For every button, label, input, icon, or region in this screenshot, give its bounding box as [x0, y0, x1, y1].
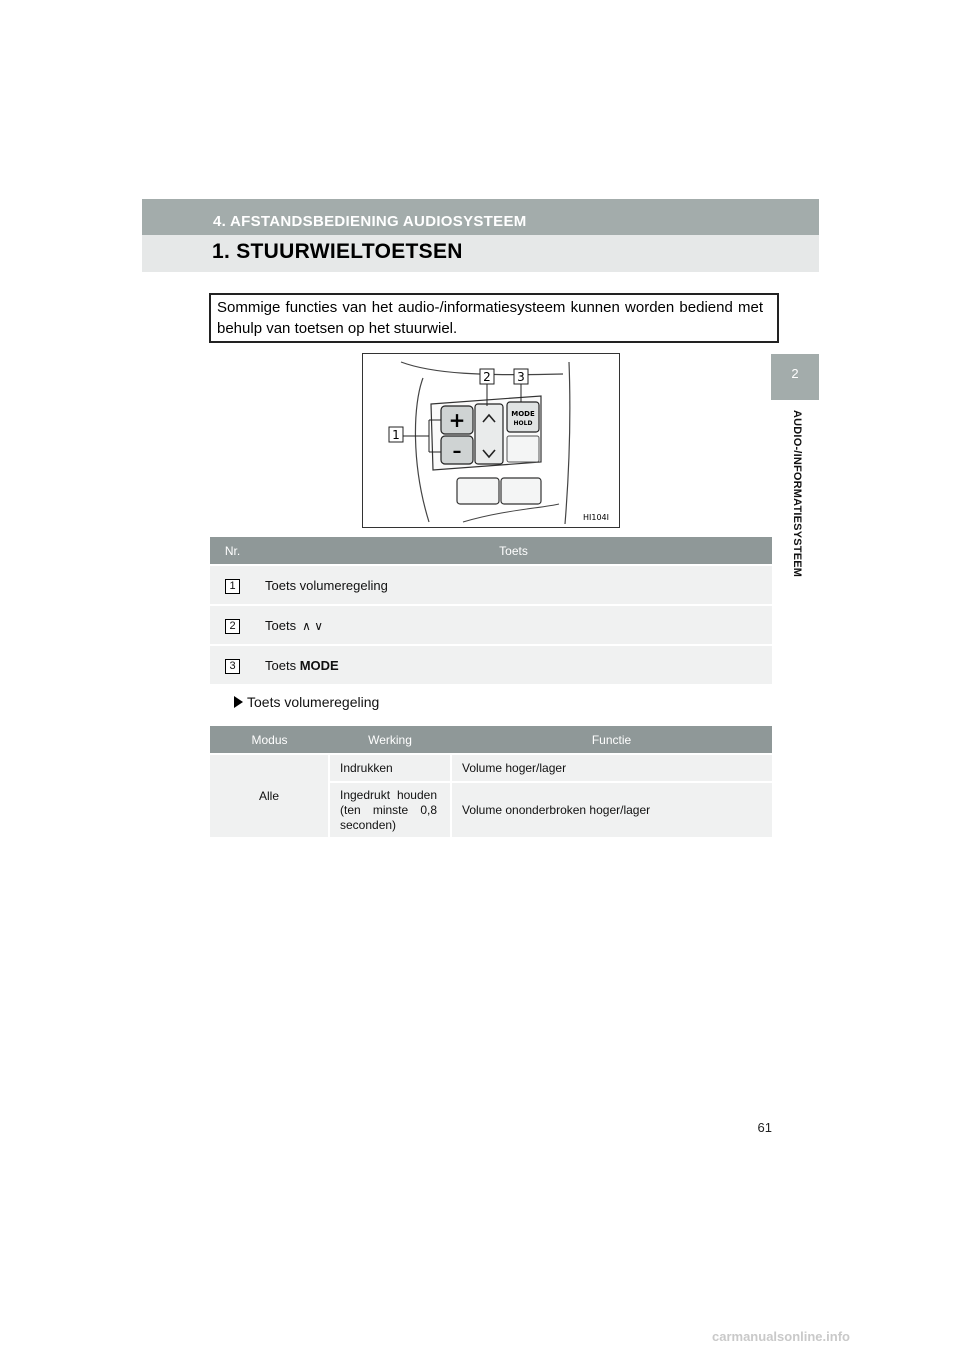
col-functie: Functie	[451, 726, 772, 754]
intro-box	[209, 293, 779, 343]
row-number-box: 1	[225, 579, 240, 594]
section-title: 4. AFSTANDSBEDIENING AUDIOSYSTEEM	[213, 213, 527, 230]
table-row	[210, 605, 772, 645]
col-toets: Toets	[255, 537, 772, 565]
watermark: carmanualsonline.info	[712, 1329, 850, 1344]
volume-table-header	[210, 726, 772, 754]
table-row	[210, 754, 772, 782]
werking-cell: Ingedrukt houden (ten minste 0,8 seconden)	[340, 787, 437, 832]
mode-label: MODE	[511, 410, 535, 418]
chapter-tab-text: AUDIO-/INFORMATIESYSTEEM	[791, 410, 803, 578]
row-number-box: 2	[225, 619, 240, 634]
col-nr: Nr.	[210, 537, 255, 565]
keys-table	[210, 537, 772, 684]
up-down-caret-icon: ∧ ∨	[302, 618, 323, 633]
figure-code: HI104I	[582, 513, 609, 522]
modus-cell: Alle	[210, 754, 329, 837]
callout-2: 2	[483, 370, 491, 384]
row-label: Toets volumeregeling	[265, 577, 388, 593]
steering-wheel-illustration	[363, 354, 619, 527]
section-header	[142, 199, 819, 235]
col-modus: Modus	[210, 726, 329, 754]
svg-text:–: –	[452, 441, 462, 462]
col-werking: Werking	[329, 726, 451, 754]
svg-text:+: +	[448, 408, 466, 432]
row-label: Toets	[265, 617, 297, 633]
callout-3: 3	[517, 370, 525, 384]
row-number-box: 3	[225, 659, 240, 674]
triangle-bullet-icon	[234, 696, 243, 708]
hold-label: HOLD	[513, 420, 533, 427]
row-label: Toets	[265, 657, 300, 673]
subheading	[234, 694, 379, 710]
chapter-tab-number: 2	[771, 354, 819, 400]
keys-table-header	[210, 537, 772, 565]
table-row	[210, 645, 772, 684]
volume-function-table	[210, 726, 772, 837]
table-row	[210, 565, 772, 605]
page-number: 61	[757, 1120, 772, 1135]
callout-1: 1	[392, 428, 400, 442]
mode-key-name: MODE	[299, 657, 339, 673]
page-title: 1. STUURWIELTOETSEN	[212, 240, 463, 263]
intro-text: Sommige functies van het audio-/informatiesysteem kunnen worden bediend met behulp van toetsen op het stuurwiel.	[217, 299, 763, 337]
functie-cell: Volume hoger/lager	[451, 754, 772, 782]
up-down-rocker-shape	[475, 404, 503, 464]
subheading-text: Toets volumeregeling	[247, 694, 380, 710]
steering-wheel-figure	[362, 353, 620, 528]
functie-cell: Volume ononderbroken hoger/lager	[451, 782, 772, 837]
chapter-tab-label	[770, 410, 820, 610]
page-title-bar	[142, 235, 819, 272]
werking-cell: Indrukken	[329, 754, 451, 782]
